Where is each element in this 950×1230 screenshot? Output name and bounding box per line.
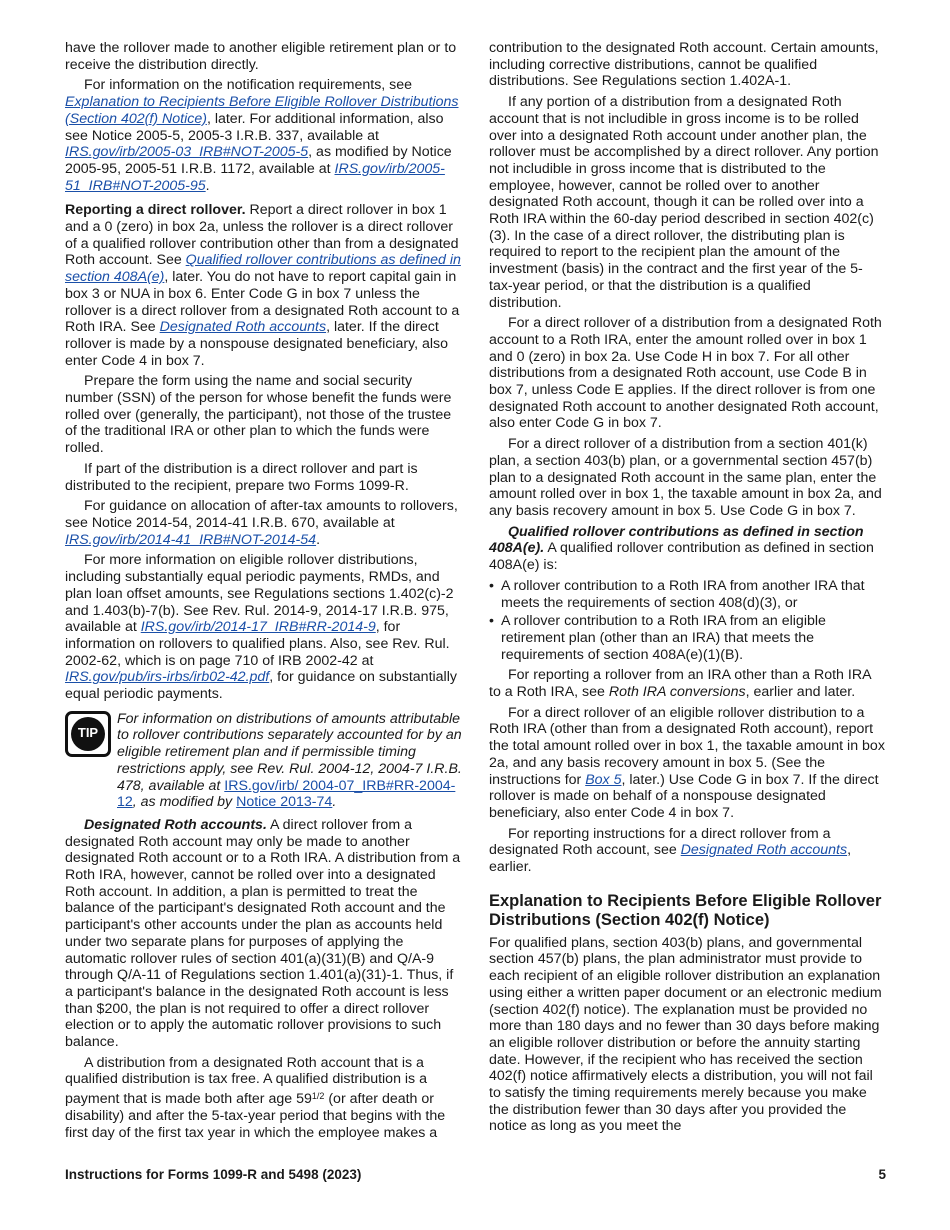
link-rr-2004-12[interactable]: IRS.gov/irb/ 2004-07_IRB#RR-2004-12 (117, 777, 456, 811)
link-notice-2013-74[interactable]: Notice 2013-74 (236, 794, 333, 811)
link-box-5[interactable]: Box 5 (585, 771, 622, 788)
paragraph: If part of the distribution is a direct rollover and part is distributed to the recipient, prepare two Forms 1099-R. (65, 460, 418, 494)
list-item: • A rollover contribution to a Roth IRA from another IRA that meets the requirements of section 408(d)(3), or (489, 577, 865, 611)
paragraph: have the rollover made to another eligible retirement plan or to receive the distribution directly. (65, 40, 457, 73)
paragraph: For a direct rollover of a distribution from a designated Roth account to a Roth IRA, enter the amount rolled over in box 1 and 0 (zero) in box 2a. Use Code H in box 7. For all other distributions from a designated Roth account, use Code B in box 7, unless Code E applies. If the direct rollover is from one designated Roth account to another designated Roth account, also enter Code G in box 7. (489, 315, 882, 432)
paragraph: If any portion of a distribution from a designated Roth account that is not includible in gross income is to be rolled over into a designated Roth account under another plan, the rollover must be accomplished by a direct rollover. Any portion not includible in gross income that is distributed to the employee, however, cannot be rolled over to another designated Roth account, though it can be rolled over into a Roth IRA within the 60-day period described in section 402(c)(3). In the case of a direct rollover, the distributing plan is required to report to the recipient plan the amount of the investment (basis) in the contract and the first year of the 5-tax-year period, or that the distribution is a qualified distribution. (489, 94, 879, 311)
link-designated-roth[interactable]: Designated Roth accounts (680, 842, 848, 859)
section-heading: Designated Roth accounts. (84, 816, 267, 833)
link-qualified-rollover[interactable]: Qualified rollover contributions as defined in section 408A(e) (65, 252, 461, 286)
section-heading: Reporting a direct rollover. (65, 202, 246, 219)
link-not-2014-54[interactable]: IRS.gov/irb/2014-41_IRB#NOT-2014-54 (65, 531, 317, 548)
paragraph-reporting-direct-rollover: Reporting a direct rollover. Report a direct rollover in box 1 and a 0 (zero) in box 2a, unless the rollover is a direct rollover of a qualified rollover contribution other than from a designated Roth account. See Qualified rollover contributions as defined in section 408A(e), later. You do not have to report capital gain in box 3 or NUA in box 6. Enter Code G in box 7 unless the rollover is a direct rollover from a designated Roth account to a Roth IRA. See Designated Roth accounts, later. If the direct rollover is made by a nonspouse designated beneficiary, also enter Code 4 in box 7. (65, 202, 461, 369)
paragraph-designated-roth: Designated Roth accounts. A direct rollover from a designated Roth account may only be made to another designated Roth account or to a Roth IRA. A distribution from a Roth IRA, however, cannot be rolled over into a designated Roth account. In addition, a plan is permitted to treat the balance of the participant's designated Roth account and the participant's other accounts under the plan as accounts held under two separate plans for purposes of applying the automatic rollover rules of section 401(a)(31)(B) and Q/A-9 through Q/A-11 of Regulations section 1.401(a)(31)-1. Thus, if a participant's balance in the designated Roth account is less than $200, the plan is not required to offer a direct rollover election or to apply the automatic rollover provisions to such balance. (65, 816, 461, 1051)
left-column (65, 40, 462, 1145)
paragraph-qualified-rollover: Qualified rollover contributions as defined in section 408A(e). A qualified rollover contribution as defined in section 408A(e) is: (489, 523, 874, 574)
link-not-2005-5[interactable]: IRS.gov/irb/2005-03_IRB#NOT-2005-5 (65, 144, 309, 161)
link-rr-2014-9[interactable]: IRS.gov/irb/2014-17_IRB#RR-2014-9 (140, 619, 376, 636)
paragraph: Prepare the form using the name and social security number (SSN) of the person for whose benefit the funds were rolled over (generally, the participant), not those of the trustee of the traditional IRA or other plan to which the funds were rolled. (65, 373, 452, 457)
paragraph: For more information on eligible rollover distributions, including substantially equal periodic payments, RMDs, and plan loan offset amounts, see Regulations sections 1.402(c)-2 and 1.403(b)-7(b). See Rev. Rul. 2014-9, 2014-17 I.R.B. 975, available at IRS.gov/irb/2014-17_IRB#RR-2014-9, for information on rollovers to qualified plans. Also, see Rev. Rul. 2002-62, which is on page 710 of IRB 2002-42 at IRS.gov/pub/irs-irbs/irb02-42.pdf, for guidance on substantially equal periodic payments. (65, 552, 457, 703)
right-column (489, 40, 886, 1139)
paragraph: For reporting a rollover from an IRA other than a Roth IRA to a Roth IRA, see Roth IRA conversions, earlier and later. (489, 667, 871, 701)
tip-box (65, 711, 462, 811)
paragraph: A distribution from a designated Roth account that is a qualified distribution is tax free. A qualified distribution is a payment that is made both after age $59^{1/2}$ (or after death or disability) and after the 5-tax-year period that begins with the first day of the first tax year in which the employee makes a (65, 1054, 446, 1141)
link-not-2005-95[interactable]: IRS.gov/irb/2005-51_IRB#NOT-2005-95 (65, 160, 445, 194)
paragraph: For information on the notification requirements, see Explanation to Recipients Before Eligible Rollover Distributions (Section 402(f) Notice), later. For additional information, also see Notice 2005-5, 2005-3 I.R.B. 337, available at IRS.gov/irb/2005-03_IRB#NOT-2005-5, as modified by Notice 2005-95, 2005-51 I.R.B. 1172, available at IRS.gov/irb/2005-51_IRB#NOT-2005-95. (65, 77, 459, 194)
tip-icon: TIP (65, 711, 111, 757)
link-designated-roth[interactable]: Designated Roth accounts (159, 319, 327, 336)
list-item: • A rollover contribution to a Roth IRA from an eligible retirement plan (other than an IRA) that meets the requirements of section 408A(e)(1)(B). (489, 613, 826, 663)
paragraph: For guidance on allocation of after-tax amounts to rollovers, see Notice 2014-54, 2014-41 I.R.B. 670, available at IRS.gov/irb/2014-41_IRB#NOT-2014-54. (65, 498, 458, 548)
link-irb02-42[interactable]: IRS.gov/pub/irs-irbs/irb02-42.pdf (65, 669, 270, 686)
paragraph: For a direct rollover of a distribution from a section 401(k) plan, a section 403(b) plan, or a governmental section 457(b) plan to a designated Roth account in the same plan, enter the amount rolled over in box 1, the taxable amount in box 2a, and any basis recovery amount in box 5. Use Code G in box 7. (489, 436, 882, 519)
tip-text: For information on distributions of amounts attributable to rollover contributions separately accounted for by an eligible retirement plan and if permissible timing restrictions apply, see Rev. Rul. 2004-12, 2004-7 I.R.B. 478, available at IRS.gov/irb/ 2004-07_IRB#RR-2004-12, as modified by Notice 2013-74. (117, 710, 462, 811)
paragraph: For a direct rollover of an eligible rollover distribution to a Roth IRA (other than from a designated Roth account), report the total amount rolled over in box 1, the taxable amount in box 2a, and any basis recovery amount in box 5. (See the instructions for Box 5, later.) Use Code G in box 7. If the direct rollover is made on behalf of a nonspouse designated beneficiary, also enter Code 4 in box 7. (489, 704, 885, 821)
paragraph: For reporting instructions for a direct rollover from a designated Roth account, see Designated Roth accounts, earlier. (489, 825, 852, 876)
link-402f-notice[interactable]: Explanation to Recipients Before Eligible Rollover Distributions (Section 402(f) Notice) (65, 94, 459, 127)
page-number: 5 (878, 1167, 886, 1182)
paragraph: For qualified plans, section 403(b) plans, and governmental section 457(b) plans, the plan administrator must provide to each recipient of an eligible rollover distribution an explanation using either a written paper document or an electronic medium (section 402(f) notice). The explanation must be provided no more than 180 days and no fewer than 30 days before making an eligible rollover distribution or before the annuity starting date. However, if the recipient who has received the section 402(f) notice affirmatively elects a distribution, you will not fail to satisfy the timing requirements merely because you make the distribution fewer than 30 days after you provided the notice as long as you meet the (489, 934, 882, 1135)
page-footer (65, 1167, 886, 1182)
section-title: Explanation to Recipients Before Eligible Rollover Distributions (Section 402(f) Notice) (489, 891, 882, 930)
footer-title: Instructions for Forms 1099-R and 5498 (2023) (65, 1167, 362, 1182)
paragraph: contribution to the designated Roth account. Certain amounts, including corrective distributions, cannot be qualified distributions. See Regulations section 1.402A-1. (489, 40, 879, 90)
section-heading: Qualified rollover contributions as defined in section 408A(e). (489, 523, 864, 557)
